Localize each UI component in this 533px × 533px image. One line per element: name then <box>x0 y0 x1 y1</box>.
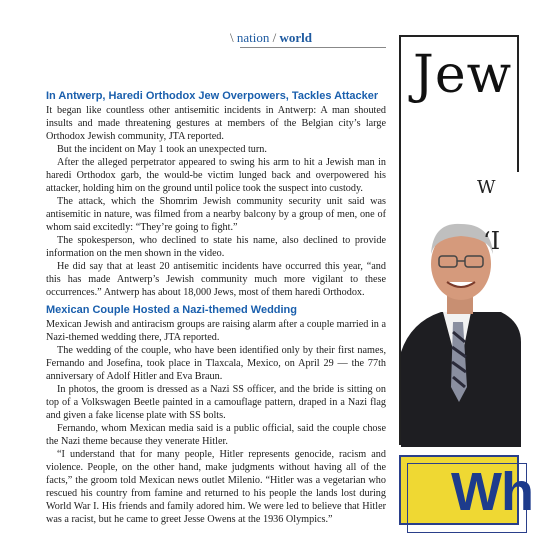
paragraph: The attack, which the Shomrim Jewish community security unit said was antisemitic in nature, was filmed from a nearby balcony by a group of men, one of whom said excitedly: “They’re going to fight.” <box>46 196 386 233</box>
section-tag <box>230 30 312 46</box>
banner-text: Wh <box>451 462 533 522</box>
yellow-banner <box>399 455 533 525</box>
article-mexico <box>46 304 386 526</box>
section-slash-left: \ <box>230 30 237 45</box>
paragraph: After the alleged perpetrator appeared to swing his arm to hit a Jewish man in haredi Orthodox garb, the would-be victim lunged back and overpowered his attacker, holding him on the ground until police took the suspect into custody. <box>46 157 386 194</box>
paragraph: Mexican Jewish and antiracism groups are raising alarm after a couple married in a Nazi-themed wedding there, JTA reported. <box>46 319 386 343</box>
header-rule <box>240 47 386 48</box>
paragraph: It began like countless other antisemitic incidents in Antwerp: A man shouted insults and made threatening gestures at members of the Belgian city’s large Orthodox Jewish community, JTA reported. <box>46 105 386 142</box>
article-antwerp <box>46 90 386 299</box>
ad-title: Jew <box>413 45 513 105</box>
headline-antwerp: In Antwerp, Haredi Orthodox Jew Overpowers, Tackles Attacker <box>46 90 379 102</box>
paragraph: The spokesperson, who declined to state his name, also declined to provide information on the men shown in the video. <box>46 235 386 259</box>
section-separator: / <box>272 30 277 45</box>
paragraph: The wedding of the couple, who have been identified only by their first names, Fernando and Josefina, took place in Tlaxcala, Mexico, on April 29 — the 77th anniversary of Adolf Hitler and Eva Braun. <box>46 345 386 382</box>
article-column <box>46 90 386 526</box>
paragraph: But the incident on May 1 took an unexpected turn. <box>57 144 267 155</box>
ad-text-fragment: W <box>477 177 496 198</box>
section-nation: nation <box>236 30 270 45</box>
ad-text-fragment: ‘I <box>483 227 501 255</box>
paragraph: He did say that at least 20 antisemitic incidents have occurred this year, “and this has made Antwerp’s Jewish community much more vigilant to these occurrences.” Antwerp has about 18,000 Jews, most of them haredi Orthodox. <box>46 261 386 298</box>
advertisement-panel <box>399 35 519 445</box>
paragraph: “I understand that for many people, Hitler represents genocide, racism and violence. People, on the other hand, make judgments without having all of the facts,” the groom told Mexican news outlet Milenio. “Hitler was a vegetarian who rescued his country from famine and returned to his people the lands lost during World War I. His friends and family adored him. We were led to believe that Hitler was a racist, but he came to greet Jesse Owens at the 1936 Olympics.” <box>46 449 386 525</box>
paragraph: Fernando, whom Mexican media said is a public official, said the couple chose the Nazi theme because they venerate Hitler. <box>46 423 386 447</box>
section-world: world <box>279 30 312 45</box>
portrait-photo <box>401 172 521 447</box>
paragraph: In photos, the groom is dressed as a Nazi SS officer, and the bride is sitting on top of a Volkswagen Beetle painted in a camouflage pattern, draped in a Nazi flag and given a fake license plate with SS bolts. <box>46 384 386 421</box>
headline-mexico: Mexican Couple Hosted a Nazi-themed Wedding <box>46 304 297 316</box>
